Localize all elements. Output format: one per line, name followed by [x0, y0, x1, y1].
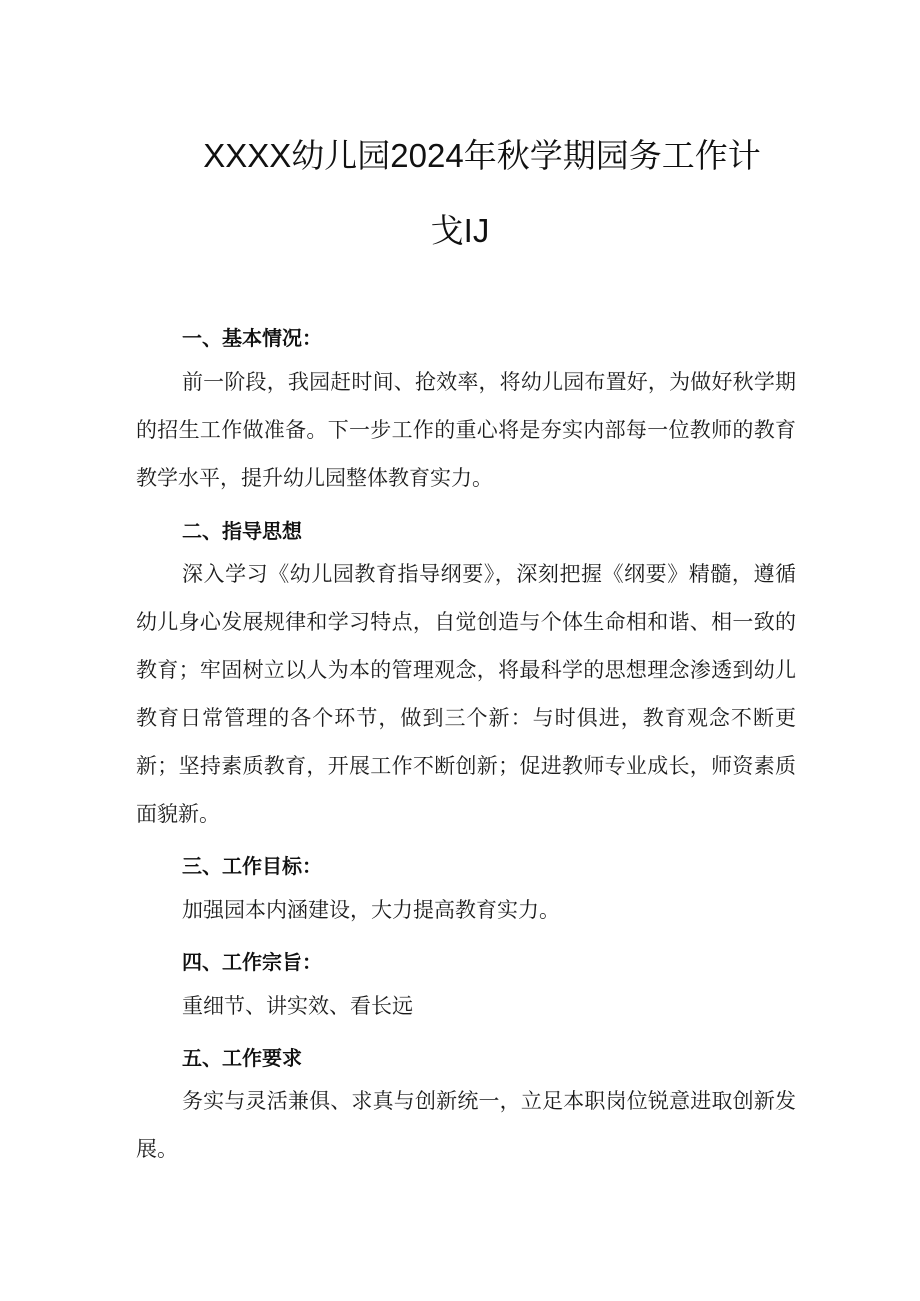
section-heading-work-purpose: 四、工作宗旨： [182, 950, 322, 974]
section-heading-work-requirements: 五、工作要求 [182, 1046, 302, 1070]
section-body-work-goals: 加强园本内涵建设，大力提高教育实力。 [182, 898, 560, 922]
section-heading-work-goals: 三、工作目标： [182, 854, 322, 878]
section-heading-basic-situation: 一、基本情况： [182, 326, 322, 350]
section-body-work-requirements: 务实与灵活兼俱、求真与创新统一，立足本职岗位锐意进取创新发展。 [136, 1089, 796, 1161]
section-body-guiding-ideology: 深入学习《幼儿园教育指导纲要》，深刻把握《纲要》精髓，遵循幼儿身心发展规律和学习特点，自觉创造与个体生命相和谐、相一致的教育；牢固树立以人为本的管理观念，将最科学的思想理念渗透到幼儿教育日常管理的各个环节，做到三个新：与时俱进，教育观念不断更新；坚持素质教育，开展工作不断创新；促进教师专业成长，师资素质面貌新。 [136, 562, 796, 826]
section-body-basic-situation: 前一阶段，我园赶时间、抢效率，将幼儿园布置好，为做好秋学期的招生工作做准备。下一步工作的重心将是夯实内部每一位教师的教育教学水平，提升幼儿园整体教育实力。 [136, 370, 796, 490]
document-title-line-1: XXXX幼儿园2024年秋学期园务工作计 [203, 137, 761, 174]
section-body-work-purpose: 重细节、讲实效、看长远 [182, 994, 413, 1018]
section-heading-guiding-ideology: 二、指导思想 [182, 519, 302, 543]
document-title-line-2: 戈IJ [430, 212, 490, 249]
